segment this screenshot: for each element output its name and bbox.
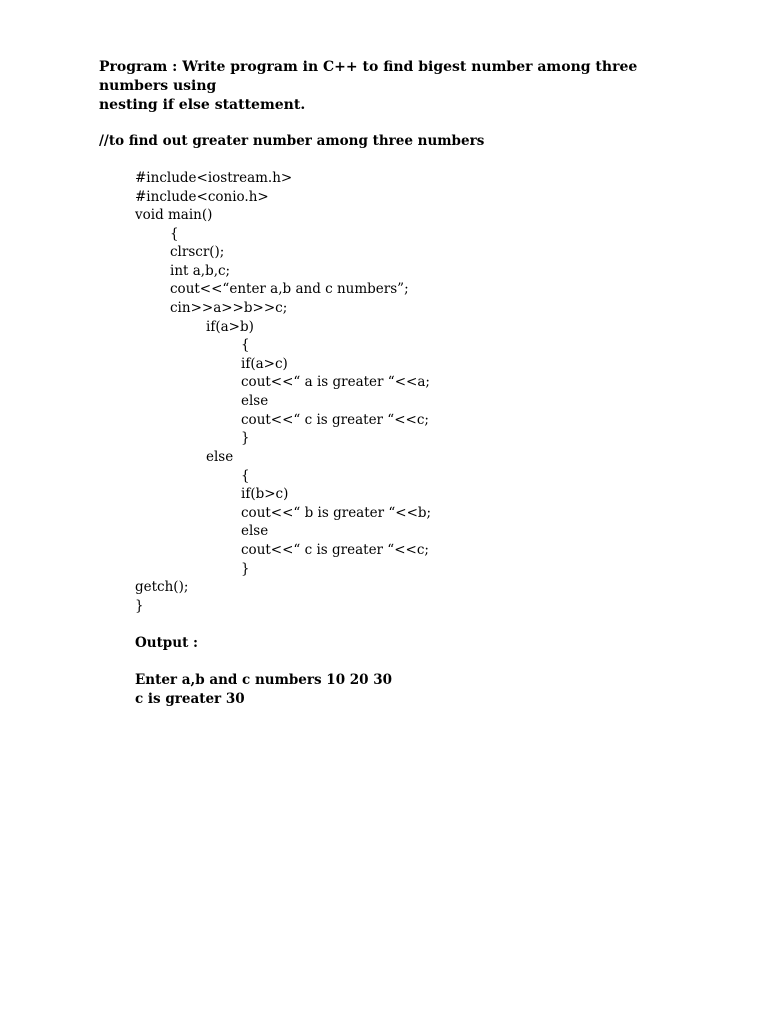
program-title [99,58,699,115]
code-comment: //to find out greater number among three numbers [99,133,485,149]
code-line: else [241,523,269,539]
code-line: if(a>c) [241,356,288,372]
program-title-line-1: Program : Write program in C++ to find bigest number among three numbers using [99,59,638,94]
code-line: if(a>b) [206,319,254,335]
code-line: else [241,393,269,409]
code-line: cout<<“enter a,b and c numbers”; [170,281,409,297]
code-line: if(b>c) [241,486,289,502]
code-line: #include<iostream.h> [135,170,293,186]
code-line: { [241,468,250,484]
code-line: getch(); [135,579,189,595]
code-line: cout<<“ c is greater “<<c; [241,412,429,428]
code-line: #include<conio.h> [135,189,269,205]
code-line: void main() [135,207,213,223]
code-line: } [241,430,250,446]
code-line: } [241,561,250,577]
code-line: cout<<“ a is greater “<<a; [241,374,430,390]
code-line: cout<<“ b is greater “<<b; [241,505,432,521]
output-label: Output : [135,635,198,651]
code-line: int a,b,c; [170,263,231,279]
code-line: cin>>a>>b>>c; [170,300,288,316]
code-line: cout<<“ c is greater “<<c; [241,542,429,558]
output-line: c is greater 30 [135,691,245,707]
code-line: { [170,226,179,242]
code-line: { [241,337,250,353]
code-line: } [135,598,144,614]
code-line: else [206,449,234,465]
program-title-line-2: nesting if else stattement. [99,97,306,113]
output-line: Enter a,b and c numbers 10 20 30 [135,672,393,688]
code-line: clrscr(); [170,244,225,260]
